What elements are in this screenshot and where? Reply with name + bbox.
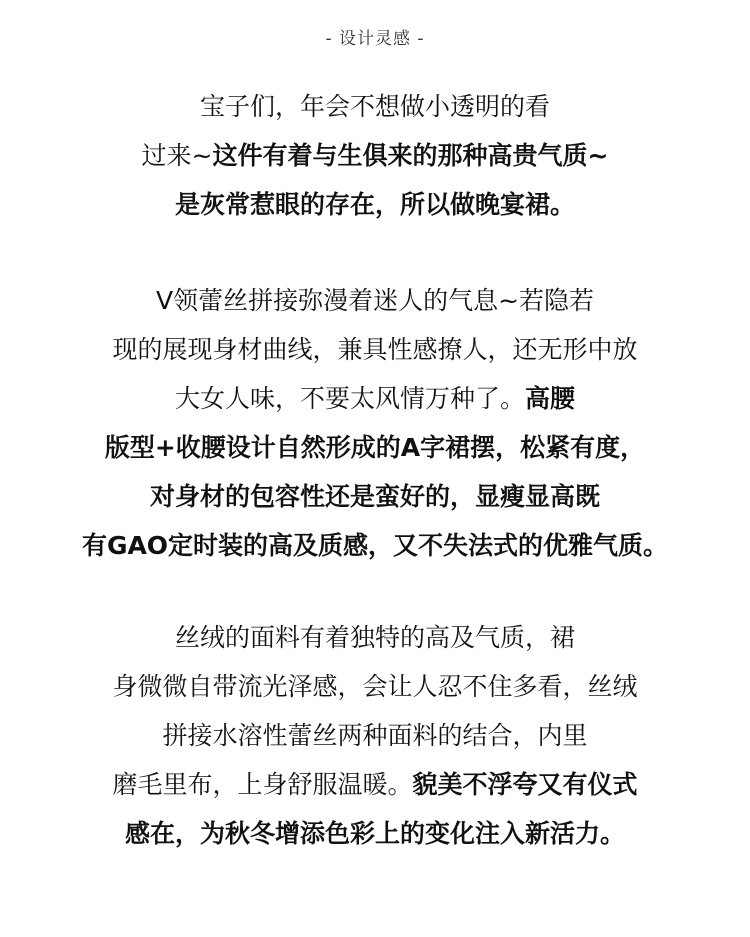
- bold-text-segment: 对身材的包容性还是蛮好的，显瘦显高既: [149, 482, 600, 511]
- text-line: [0, 472, 750, 521]
- text-line: [0, 613, 750, 662]
- text-segment: 磨毛里布，上身舒服温暖。: [112, 770, 413, 799]
- text-line: [0, 809, 750, 858]
- text-segment: 身微微自带流光泽感，会让人忍不住多看，丝绒: [112, 672, 638, 701]
- text-line: [0, 374, 750, 423]
- text-segment: V领蕾丝拼接弥漫着迷人的气息~若隐若: [155, 286, 595, 315]
- text-line: [0, 131, 750, 180]
- bold-text-segment: 感在，为秋冬增添色彩上的变化注入新活力。: [124, 819, 625, 848]
- text-line: [0, 276, 750, 325]
- text-segment: 宝子们，年会不想做小透明的看: [199, 92, 550, 121]
- text-line: [0, 760, 750, 809]
- text-line: [0, 662, 750, 711]
- paragraph-1: [0, 82, 750, 229]
- text-line: [0, 82, 750, 131]
- text-segment: 过来~: [141, 141, 213, 170]
- paragraph-2: [0, 276, 750, 570]
- text-line: [0, 325, 750, 374]
- bold-text-segment: 这件有着与生俱来的那种高贵气质~: [212, 141, 609, 170]
- text-segment: 现的展现身材曲线，兼具性感撩人，还无形中放: [112, 335, 638, 364]
- text-line: [0, 711, 750, 760]
- bold-text-segment: 高腰: [525, 384, 576, 413]
- text-segment: 大女人味，不要太风情万种了。: [174, 384, 525, 413]
- text-segment: 丝绒的面料有着独特的高及气质，裙: [174, 623, 575, 652]
- text-line: [0, 521, 750, 570]
- section-header: - 设计灵感 -: [325, 29, 425, 49]
- bold-text-segment: 貌美不浮夸又有仪式: [412, 770, 638, 799]
- bold-text-segment: 是灰常惹眼的存在，所以做晚宴裙。: [174, 190, 575, 219]
- bold-text-segment: 有GAO定时装的高及质感，又不失法式的优雅气质。: [81, 531, 669, 560]
- paragraph-3: [0, 613, 750, 858]
- bold-text-segment: 版型+收腰设计自然形成的A字裙摆，松紧有度，: [104, 433, 646, 462]
- text-segment: 拼接水溶性蕾丝两种面料的结合，内里: [162, 721, 588, 750]
- text-line: [0, 423, 750, 472]
- text-line: [0, 180, 750, 229]
